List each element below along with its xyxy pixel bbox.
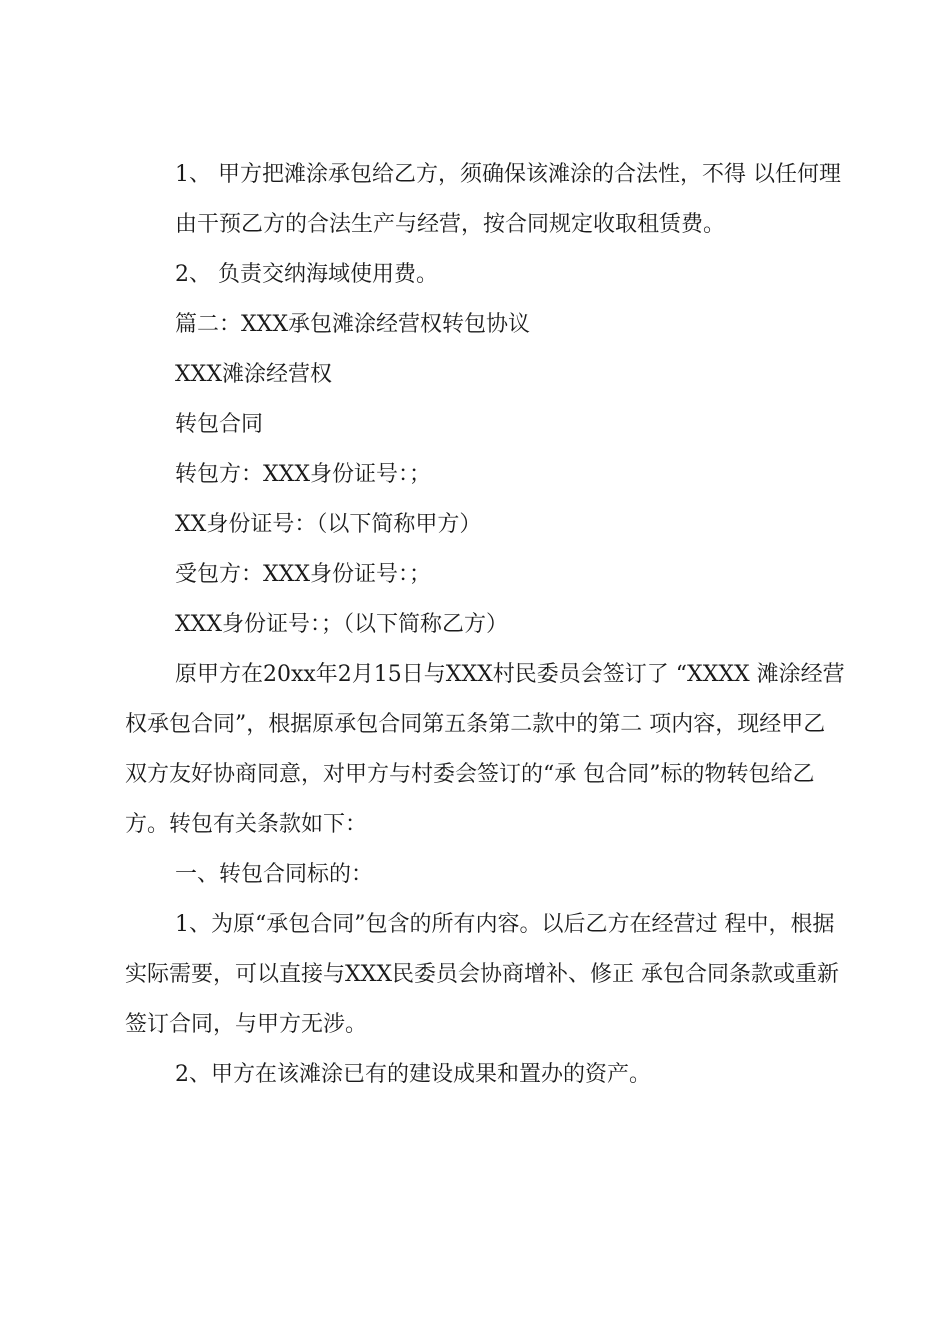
paragraph-background: 原甲方在20xx年2月15日与XXX村民委员会签订了 “XXXX 滩涂经营权承包合同”，根据原承包合同第五条第二款中的第二 项内容，现经甲乙双方友好协商同意，对甲方与村委会签订的“承 包合同”标的物转包给乙方。转包有关条款如下： bbox=[125, 662, 845, 837]
paragraph-3: 2、 负责交纳海域使用费。 bbox=[175, 262, 438, 287]
clause-item-1: 1、为原“承包合同”包含的所有内容。以后乙方在经营过 程中，根据实际需要，可以直接与XXX民委员会协商增补、修正 承包合同条款或重新签订合同，与甲方无涉。 bbox=[125, 912, 839, 1037]
party-transferee-id: XXX身份证号：；（以下简称乙方） bbox=[175, 612, 508, 637]
document-body bbox=[125, 150, 845, 1100]
section-title: 篇二：XXX承包滩涂经营权转包协议 bbox=[175, 312, 530, 337]
contract-title-line-2: 转包合同 bbox=[175, 412, 264, 437]
party-transferor-id: XX身份证号：（以下简称甲方） bbox=[175, 512, 482, 537]
party-transferor: 转包方：XXX身份证号：； bbox=[175, 462, 431, 487]
clause-heading-1: 一、转包合同标的： bbox=[175, 862, 374, 887]
paragraph-2: 由干预乙方的合法生产与经营，按合同规定收取租赁费。 bbox=[175, 212, 726, 237]
contract-title-line-1: XXX滩涂经营权 bbox=[175, 362, 332, 387]
party-transferee: 受包方：XXX身份证号：； bbox=[175, 562, 431, 587]
paragraph-1: 1、 甲方把滩涂承包给乙方，须确保该滩涂的合法性，不得 以任何理 bbox=[175, 162, 841, 187]
clause-item-2: 2、甲方在该滩涂已有的建设成果和置办的资产。 bbox=[175, 1062, 651, 1087]
